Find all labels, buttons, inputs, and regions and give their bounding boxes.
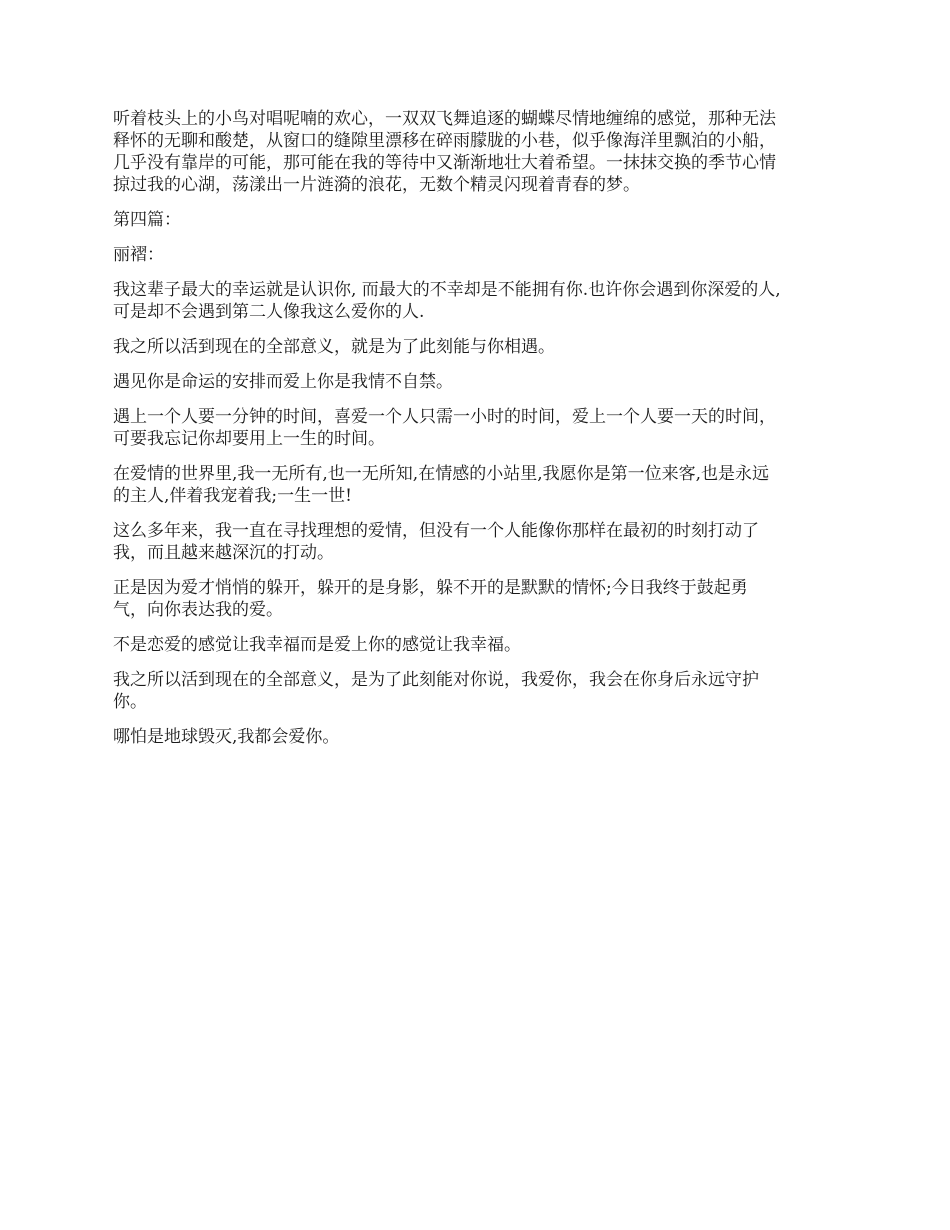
text-line: 可是却不会遇到第二人像我这么爱你的人. xyxy=(113,302,425,322)
text-line: 不是恋爱的感觉让我幸福而是爱上你的感觉让我幸福。 xyxy=(113,635,521,655)
text-line: 我之所以活到现在的全部意义，就是为了此刻能与你相遇。 xyxy=(113,337,555,357)
text-line: 在爱情的世界里,我一无所有,也一无所知,在情感的小站里,我愿你是第一位来客,也是永远 xyxy=(113,464,770,484)
text-line: 我，而且越来越深沉的打动。 xyxy=(113,543,334,563)
text-line: 遇见你是命运的安排而爱上你是我情不自禁。 xyxy=(113,372,453,392)
text-line: 听着枝头上的小鸟对唱呢喃的欢心，一双双飞舞追逐的蝴蝶尽情地缠绵的感觉，那种无法 xyxy=(113,109,776,129)
text-line: 正是因为爱才悄悄的躲开，躲开的是身影，躲不开的是默默的情怀;今日我终于鼓起勇 xyxy=(113,578,748,598)
section-heading xyxy=(113,209,841,231)
text-line: 我这辈子最大的幸运就是认识你, 而最大的不幸却是不能拥有你.也许你会遇到你深爱的人, xyxy=(113,280,781,300)
paragraph-5 xyxy=(113,336,841,358)
paragraph-7 xyxy=(113,406,841,450)
text-line: 气，向你表达我的爱。 xyxy=(113,600,283,620)
letter-salutation xyxy=(113,244,841,266)
text-line: 你。 xyxy=(113,692,147,712)
paragraph-10 xyxy=(113,577,841,621)
text-line: 第四篇： xyxy=(113,210,181,230)
text-line: 我之所以活到现在的全部意义，是为了此刻能对你说，我爱你，我会在你身后永远守护 xyxy=(113,670,759,690)
text-line: 掠过我的心湖，荡漾出一片涟漪的浪花，无数个精灵闪现着青春的梦。 xyxy=(113,175,640,195)
paragraph-4 xyxy=(113,279,841,323)
paragraph-9 xyxy=(113,520,841,564)
text-line: 遇上一个人要一分钟的时间，喜爱一个人只需一小时的时间，爱上一个人要一天的时间， xyxy=(113,407,776,427)
text-line: 这么多年来，我一直在寻找理想的爱情，但没有一个人能像你那样在最初的时刻打动了 xyxy=(113,521,759,541)
text-line: 几乎没有靠岸的可能，那可能在我的等待中又渐渐地壮大着希望。一抹抹交换的季节心情 xyxy=(113,153,776,173)
paragraph-12 xyxy=(113,669,841,713)
paragraph-6 xyxy=(113,371,841,393)
document-body xyxy=(113,108,841,761)
text-line: 丽褶： xyxy=(113,245,164,265)
text-line: 的主人,伴着我宠着我;一生一世! xyxy=(113,486,352,506)
text-line: 可要我忘记你却要用上一生的时间。 xyxy=(113,429,385,449)
text-line: 释怀的无聊和酸楚，从窗口的缝隙里漂移在碎雨朦胧的小巷，似乎像海洋里飘泊的小船， xyxy=(113,131,776,151)
paragraph-13 xyxy=(113,726,841,748)
text-line: 哪怕是地球毁灭,我都会爱你。 xyxy=(113,727,340,747)
paragraph-11 xyxy=(113,634,841,656)
paragraph-1 xyxy=(113,108,841,196)
paragraph-8 xyxy=(113,463,841,507)
